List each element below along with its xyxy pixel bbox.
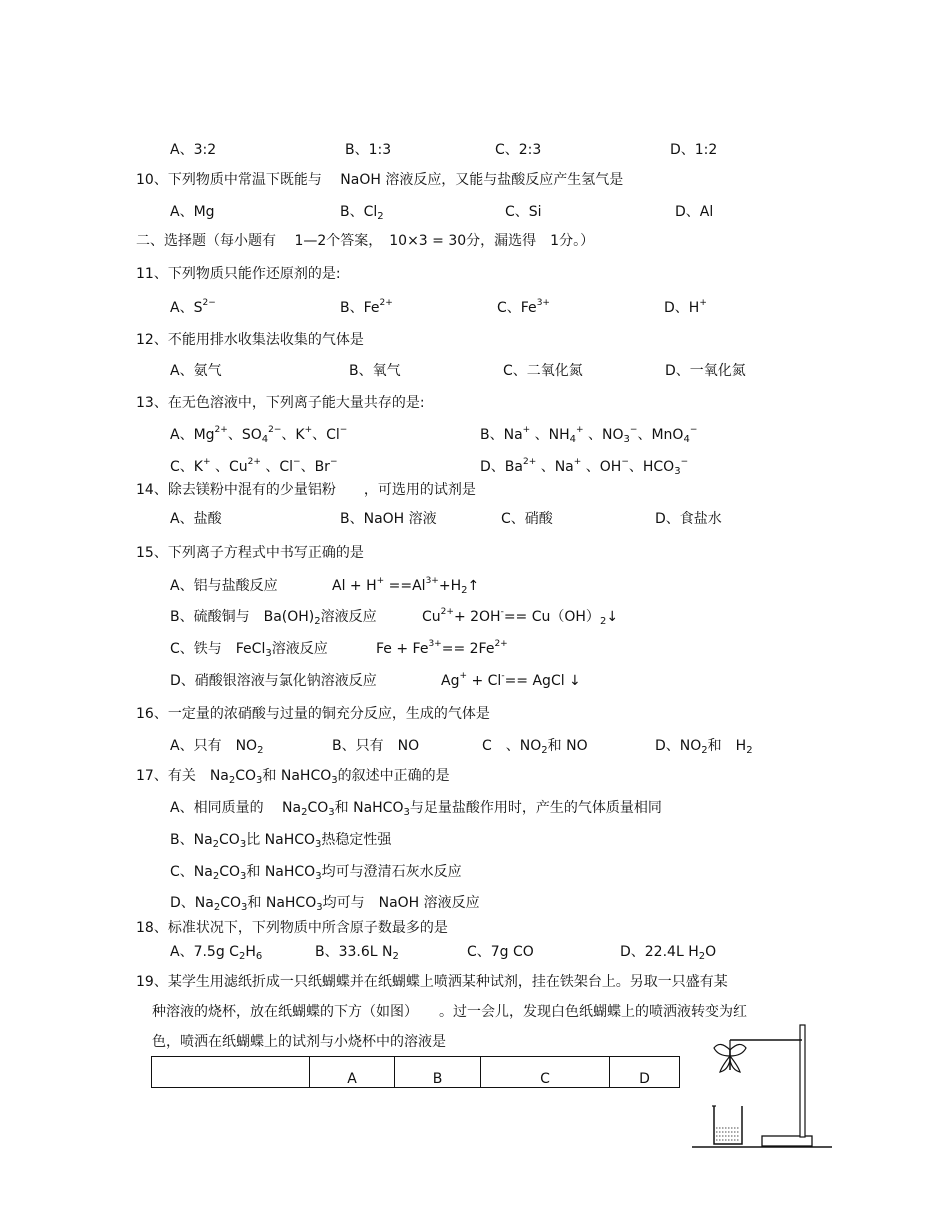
q16-option-a: A、只有 $NO_2$ [170,738,264,756]
q17-option-d: D、$Na_2CO_3$和 NaHCO$_3$均可与 NaOH 溶液反应 [170,895,480,913]
q15-option-c-text: C、铁与 FeCl$_3$溶液反应 [170,641,328,659]
q17-option-c: C、$Na_2CO_3$和 NaHCO$_3$均可与澄清石灰水反应 [170,864,462,882]
q15-option-c-equation: $Fe + Fe^{3+}== 2Fe^{2+}$ [376,639,508,657]
table-header-b: B [395,1057,481,1088]
beaker [712,1106,742,1144]
q19-answer-table [151,1056,680,1088]
q12-option-a: A、氨气 [170,363,222,379]
q15-option-a-text: A、铝与盐酸反应 [170,578,278,594]
q12-option-c: C、二氧化氮 [503,363,583,379]
q18-option-c: C、7g CO [467,944,534,960]
q16-option-b: B、只有 NO [332,738,420,754]
q18-stem: 18、标准状况下，下列物质中所含原子数最多的是 [136,920,448,936]
q16-option-d: D、$NO_2$和 $H_2$ [655,738,753,756]
q13-option-d: D、$Ba^{2+}$ 、Na+ 、OH−、$HCO_3^-$ [480,457,689,477]
q14-option-c: C、硝酸 [501,511,553,527]
q12-option-d: D、一氧化氮 [665,363,746,379]
q9-option-d: D、1:2 [670,142,718,158]
q19-line-2: 种溶液的烧杯，放在纸蝴蝶的下方（如图） 。过一会儿，发现白色纸蝴蝶上的喷洒液转变为红 [152,1004,747,1020]
q14-option-b: B、NaOH 溶液 [340,511,437,527]
table-row [152,1057,680,1088]
q17-option-b: B、$Na_2CO_3$比 NaHCO$_3$热稳定性强 [170,832,392,850]
table-header-c: C [481,1057,610,1088]
q11-option-a: A、$S^{2-}$ [170,298,216,316]
q17-stem: 17、有关 $Na_2CO_3$和 NaHCO$_3$的叙述中正确的是 [136,768,450,786]
table-header-a: A [310,1057,395,1088]
q17-option-a: A、相同质量的 $Na_2CO_3$和 NaHCO$_3$与足量盐酸作用时，产生的气体质量相同 [170,800,662,818]
q9-option-c: C、2:3 [495,142,542,158]
q14-option-d: D、食盐水 [655,511,722,527]
q18-option-b: B、33.6L $N_2$ [315,944,399,962]
butterfly-stand-figure [690,1020,835,1150]
q13-stem: 13、在无色溶液中，下列离子能大量共存的是: [136,395,425,411]
q11-option-c: C、$Fe^{3+}$ [497,298,550,316]
table-header-blank [152,1057,310,1088]
q10-stem: 10、下列物质中常温下既能与 NaOH 溶液反应，又能与盐酸反应产生氢气是 [136,172,624,188]
table-header-d: D [610,1057,680,1088]
q11-option-d: D、H+ [664,298,707,316]
q15-option-d-text: D、硝酸银溶液与氯化钠溶液反应 [170,673,377,689]
q13-option-a: A、$Mg^{2+}$、$SO_4^{2-}$、K+、Cl− [170,425,348,445]
stand-rod [800,1025,805,1137]
q15-option-a-equation: $Al + H^+ ==Al^{3+}+H_2↑$ [332,576,480,596]
q19-line-3: 色，喷洒在纸蝴蝶上的试剂与小烧杯中的溶液是 [152,1034,446,1050]
q15-option-d-equation: Ag+ + Cl-== AgCl ↓ [441,671,581,689]
q13-option-c: C、K+ 、$Cu^{2+}$ 、Cl−、Br− [170,457,338,475]
q15-option-b-equation: $Cu^{2+}+ 2OH^-==$ $Cu(OH)_2↓$ [422,607,619,627]
q14-option-a: A、盐酸 [170,511,222,527]
q15-stem: 15、下列离子方程式中书写正确的是 [136,545,364,561]
q12-option-b: B、氧气 [349,363,401,379]
q9-option-a: A、3:2 [170,142,217,158]
q10-option-b: B、$Cl_2$ [340,204,384,222]
q11-stem: 11、下列物质只能作还原剂的是: [136,266,341,282]
q16-option-c: C 、$NO_2$和 NO [482,738,588,756]
q13-option-b: B、Na+ 、$NH_4^+$ 、$NO_3^-$、MnO$_4$− [480,425,698,445]
q12-stem: 12、不能用排水收集法收集的气体是 [136,332,364,348]
q10-option-a: A、Mg [170,204,215,220]
q19-line-1: 19、某学生用滤纸折成一只纸蝴蝶并在纸蝴蝶上喷洒某种试剂，挂在铁架台上。另取一只盛有某 [136,974,728,990]
q16-stem: 16、一定量的浓硝酸与过量的铜充分反应，生成的气体是 [136,706,490,722]
q18-option-d: D、22.4L $H_2O$ [620,944,717,962]
q15-option-b-text: B、硫酸铜与 $Ba(OH)_2$溶液反应 [170,609,377,627]
q18-option-a: A、7.5g $C_2H_6$ [170,944,263,962]
section-heading: 二、选择题（每小题有 1—2个答案， 10×3 = 30分，漏选得 1分。） [136,233,595,249]
q9-option-b: B、1:3 [345,142,392,158]
q11-option-b: B、$Fe^{2+}$ [340,298,393,316]
q10-option-c: C、Si [505,204,542,220]
q14-stem: 14、除去镁粉中混有的少量铝粉 ，可选用的试剂是 [136,482,476,498]
q10-option-d: D、Al [675,204,714,220]
